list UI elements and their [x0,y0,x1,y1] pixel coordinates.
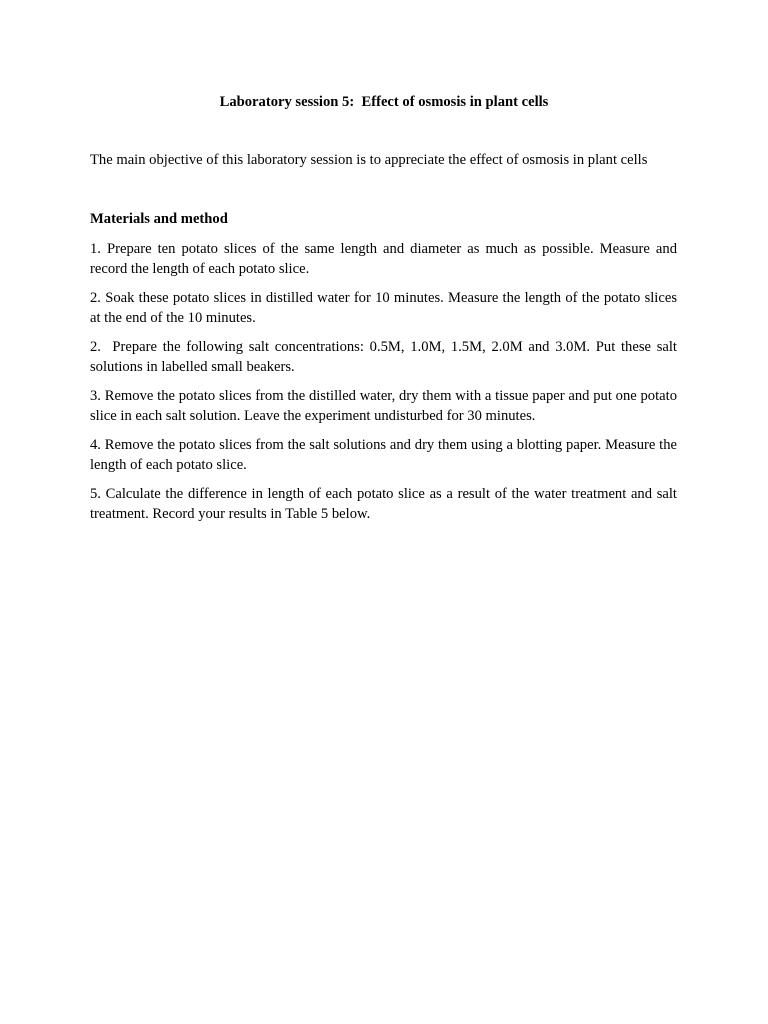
method-step: 4. Remove the potato slices from the salt solutions and dry them using a blotting paper. Measure the length of each potato slice. [90,437,681,473]
objective-paragraph: The main objective of this laboratory session is to appreciate the effect of osmosis in plant cells [90,152,648,168]
document-title: Laboratory session 5: Effect of osmosis in plant cells [219,94,549,110]
method-steps-list [90,240,681,534]
method-step: 2. Soak these potato slices in distilled water for 10 minutes. Measure the length of the potato slices at the end of the 10 minutes. [90,290,681,326]
method-step: 5. Calculate the difference in length of each potato slice as a result of the water treatment and salt treatment. Record your results in Table 5 below. [90,486,681,522]
method-step: 2. Prepare the following salt concentrations: 0.5M, 1.0M, 1.5M, 2.0M and 3.0M. Put these salt solutions in labelled small beakers. [90,339,681,375]
method-step: 1. Prepare ten potato slices of the same length and diameter as much as possible. Measure and record the length of each potato slice. [90,241,681,277]
section-heading-materials-and-method: Materials and method [90,211,228,227]
method-step: 3. Remove the potato slices from the distilled water, dry them with a tissue paper and put one potato slice in each salt solution. Leave the experiment undisturbed for 30 minutes. [90,388,681,424]
